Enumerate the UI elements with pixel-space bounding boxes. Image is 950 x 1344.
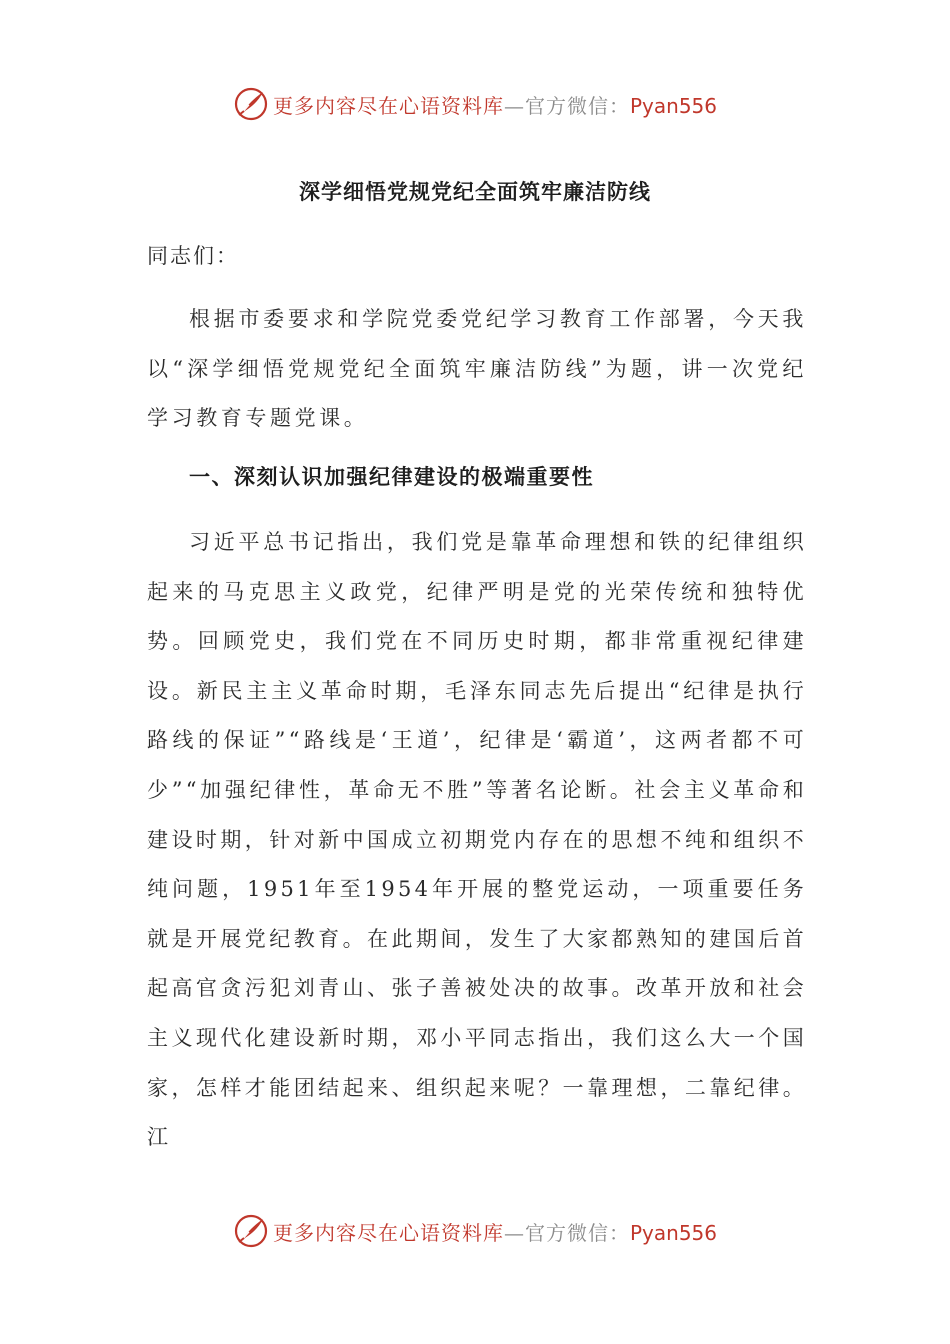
document-title: 深学细悟党规党纪全面筑牢廉洁防线 [299,180,651,204]
header-banner [0,82,950,126]
quill-pen-seal-icon [233,1213,269,1249]
banner-dash: — [503,1220,525,1245]
banner-wechat-label: 官方微信： [524,1220,630,1245]
banner-wechat-id: Pyan556 [629,93,717,118]
footer-banner [0,1209,950,1253]
banner-text [273,90,717,119]
greeting: 同志们： [147,244,239,268]
banner-wechat-id: Pyan556 [629,1220,717,1245]
section-heading: 一、深刻认识加强纪律建设的极端重要性 [189,465,594,489]
banner-text [273,1217,717,1246]
section-paragraph: 习近平总书记指出，我们党是靠革命理想和铁的纪律组织起来的马克思主义政党，纪律严明是党的光荣传统和独特优势。回顾党史，我们党在不同历史时期，都非常重视纪律建设。新民主主义革命时期，毛泽东同志先后提出“纪律是执行路线的保证”“路线是‘王道’，纪律是‘霸道’，这两者都不可少”“加强纪律性，革命无不胜”等著名论断。社会主义革命和建设时期，针对新中国成立初期党内存在的思想不纯和组织不纯问题，1951年至1954年开展的整党运动，一项重要任务就是开展党纪教育。在此期间，发生了大家都熟知的建国后首起高官贪污犯刘青山、张子善被处决的故事。改革开放和社会主义现代化建设新时期，邓小平同志指出，我们这么大一个国家，怎样才能团结起来、组织起来呢？一靠理想，二靠纪律。江 [147,530,807,1150]
quill-pen-seal-icon [233,86,269,122]
banner-dash: — [503,93,525,118]
banner-slogan: 更多内容尽在心语资料库 [272,93,504,118]
intro-paragraph: 根据市委要求和学院党委党纪学习教育工作部署，今天我以“深学细悟党规党纪全面筑牢廉洁防线”为题，讲一次党纪学习教育专题党课。 [147,307,807,431]
banner-slogan: 更多内容尽在心语资料库 [272,1220,504,1245]
banner-wechat-label: 官方微信： [524,93,630,118]
